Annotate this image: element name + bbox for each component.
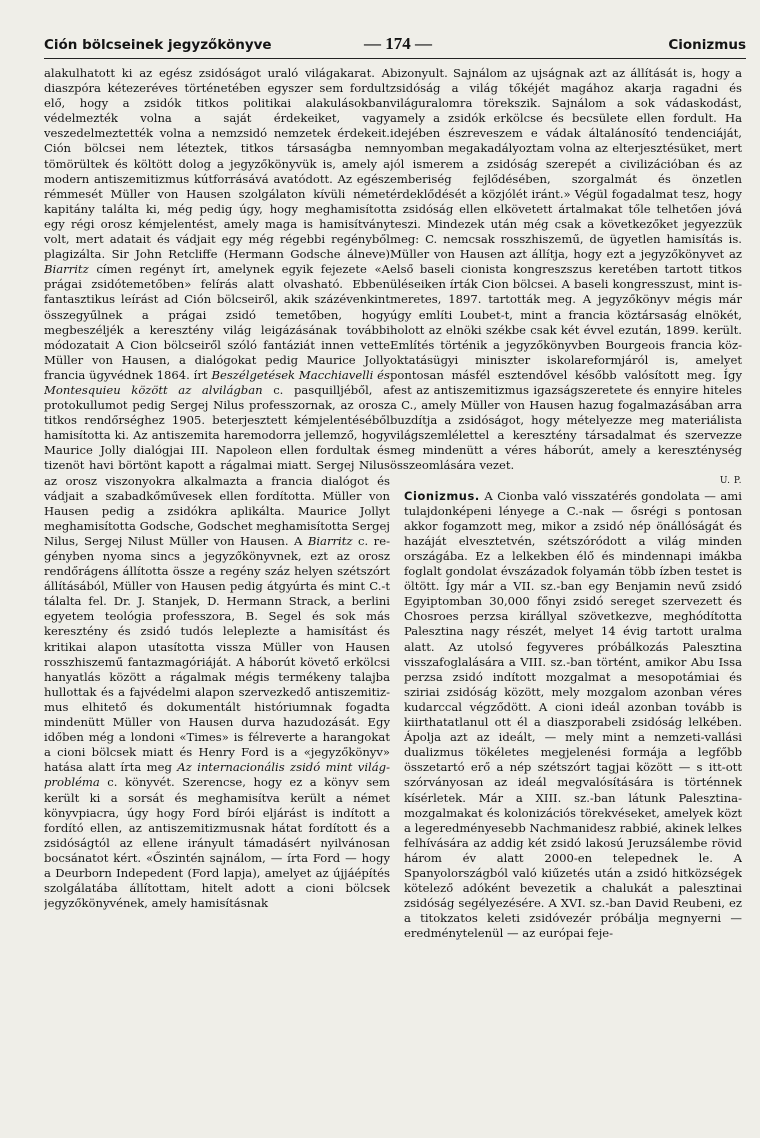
header-book-title: Ción bölcseinek jegyzőkönyve — [44, 37, 272, 53]
italic-title: Biarritz — [44, 262, 89, 277]
right-paragraph: bizonyult. Sajnálom az ujságnak azt az állítását is, hogy a zsidóság a világ tőkéjét magához akarja ragadni és világuralomra törekszik. Sajnálom a sok vádaskodást, amely a zsidók erkölcse és becsülete ellen fordult. Ha idejében észreveszem e vádak általánosító tendenciáját, nyomban megakadályoztam volna az elterjesztésüket, mert jól ismerem a zsidóság szerepét a civilizációban és az emberiség fejlődésében, szorgalmát és önzetlen érdeklődését a közjólét iránt.» Végül fogadalmat tesz, hogy a zsidóság ellen elkövetett ártalmakat tőle telhetően jóvá teszi. Mindezek után még csak a következőket jegyezzük meg: C. nemcsak rosszhiszemű, de ügyetlen hamisítás is. Müller von Hausen azt állítja, hogy ezt a jegyzőkönyvet az első baseli cionista kongreszszus keretében tartott titkos üléseiken írták Cion bölcsei. A baseli kongresszust, mint ismeretes, 1897. tartották meg. A jegyzőkönyv mégis már úgy említi Loubet-t, mint a francia köztársaság elnökét, holott az elnöki székbe csak két évvel ezután, 1899. került. Említés történik a jegyzőkönyvben Bourgeois francia közoktatásügyi miniszter iskolareformjáról is, amelyet pontosan másfél esztendővel később valósított meg. Így fest az antiszemitizmus igazságszeretete és ennyire hiteles a C., amely Müller von Hausen hazug fogalmazásában arra buzdítja a zsidóságot, hogy mételyezze meg materiálista világszemlélettel a keresztény társadalmat és szervezze meg mindenütt a véres háborút, amely a kereszténység összeomlására vezet. — [390, 66, 742, 473]
text-run: A Cionba való visszatérés gondolata — ami tulajdonképeni lényege a C.-nak — ősrégi s pontosan akkor fogamzott meg, mikor a zsidó nép önállóságát és hazáját elvesztetvén, szétszóródott a világ minden országába. Ez a lelkekben élő és mindennapi imákba foglalt gondolat évszázadok folyamán több ízben testet is öltött. Így már a VII. sz.-ban egy Benjamin nevű zsidó Egyiptomban 30,000 főnyi zsidó sereget szervezett és Chosroes perzsa királlyal szövetkezve, meghódította Palesztina nagy részét, melyet 14 évig tartott uralma alatt. Az utolsó fegyveres próbálkozás Palesztina visszafoglalására a VIII. sz.-ban történt, amikor Abu Issa perzsa zsidó indított mozgalmat a mesopotámiai és sziriai zsidóság között, mely mozgalom azonban véres kudarccal végződött. A cioni ideál azonban tovább is kiirthatatlanul ott él a diaszporabeli zsidóság lelkében. Ápolja azt az ideált, — mely mint a nemzeti-vallási dualizmus tökéletes megjelenési formája a legfőbb összetartó erő a nép szétszórt tagjai között — s itt-ott szórványosan az ideál megvalósítására is történnek kísérletek. Már a XIII. sz.-ban látunk Palesztinamozgalmakat és kolonizációs törekvéseket, amelyek közt a legeredményesebb Nachmanidesz rabbié, akinek lelkes felhívására az addig két zsidó lakosú Jeruzsálembe rövid három év alatt 2000-en telepednek le. A Spanyolországból való kiűzetés után a zsidó hitközségek kötelező adóként bevezetik a chalukát a palesztinai zsidóság segélyezésére. A XVI. sz.-ban David Reubeni, ez a titokzatos keleti zsidóvezér próbálja megnyerni — eredménytelenül — az európai feje- — [404, 488, 742, 941]
running-header — [44, 34, 752, 56]
page-number: — 174 — — [364, 34, 432, 53]
text-run: c. regényben nyoma sincs a jegyzőkönyvnek, ezt az orosz rendőrágens állította össze a regény száz helyen szétszórt állításából, Müller von Hausen pedig átgyúrta és mint C.-t tálalta fel. Dr. J. Stanjek, D. Hermann Strack, a berlini egyetem teológia professzora, B. Segel és sok más keresztény és zsidó tudós leleplezte a hamisítást és kritikai alapon utasította vissza Müller von Hausen rosszhiszemű fantazmagóriáját. A háborút követő erkölcsi hanyatlás között a rágalmak mégis termékeny talajba hullottak és a fajvédelmi alapon szervezkedő antiszemitizmus elhitető és dokumentált históriumnak fogadta mindenütt Müller von Hausen durva hazudozását. Egy időben még a londoni «Times» is félreverte a harangokat a cioni bölcsek miatt és Henry Ford is a «jegyzőkönyv» hatása alatt írta meg — [44, 533, 390, 775]
header-rule — [44, 58, 746, 59]
entry-paragraph — [390, 489, 742, 942]
italic-title: Az internacionális zsidó mint világprobléma — [44, 760, 390, 790]
entry-heading: Cionizmus. — [404, 488, 480, 503]
author-signature: U. P. — [719, 475, 742, 486]
text-run: alakulhatott ki az egész zsidóságot uraló világakarat. A diaszpóra kétezeréves történetében egyszer sem fordult elő, hogy a zsidók titkos politikai alakulásokban védelmezték volna a saját érdekeiket, vagy veszedelmeztették volna a nemzsidó nemzetek érdekeit. Ción bölcsei nem léteztek, titkos társaságba nem tömörültek és költött dolog a jegyzőkönyvük is, amely a modern antiszemitizmus kútforrásává avatódott. Az egész rémmesét Müller von Hausen szolgálaton kívüli német kapitány találta ki, még pedig úgy, hogy meghamisított egy régi orosz kémjelentést, amely maga is hamisítvány volt, mert adatait és vádjait egy még régebbi regényből plagizálta. Sir John Retcliffe (Hermann Godsche álneve) — [44, 66, 390, 262]
italic-title: Beszélgetések Macchiavelli és Montesquieu között az alvilágban — [44, 367, 390, 397]
left-paragraph — [44, 66, 390, 911]
header-entry-title: Cionizmus — [668, 37, 746, 53]
text-run: c. pasquilljéből, a protokullumot pedig Sergej Nilus professzornak, az orosz titkos rendőrséghez 1905. beterjesztett kémjelentéséből hamisította ki. Az antiszemita haremodorra jellemző, hogy Maurice Jolly dialógjai III. Napoleon ellen fordultak és tizenöt havi börtönt kapott a rágalmai miatt. Sergej Nilus az orosz viszonyokra alkalmazta a francia dialógot és vádjait a szabadkőművesek ellen fordította. Müller von Hausen pedig a zsidókra aplikálta. Maurice Jollyt meghamisította Godsche, Godschet meghamisította Sergej Nilus, Sergej Nilust Müller von Hausen. A — [44, 382, 390, 548]
right-column — [390, 66, 742, 1126]
italic-title: Biarritz — [307, 533, 353, 548]
text-run: címen regényt írt, amelynek egyik fejezete «A prágai zsidótemetőben» felírás alatt olvasható. Ebben fantasztikus leírást ad Ción bölcseiről, akik százévenkint összegyűlnek a prágai zsidó temetőben, hogy megbeszéljék a keresztény világ leigázásának további módozatait A Cion bölcseiről szóló fantáziát innen vette Müller von Hausen, a dialógokat pedig Maurice Jolly francia ügyvédnek 1864. írt — [44, 262, 390, 382]
left-column — [44, 66, 390, 1126]
text-run: c. könyvét. Szerencse, hogy ez a könyv sem került ki a sorsát és meghamisítva került a német könyvpiacra, úgy hogy Ford bírói eljárást is indított a fordító ellen, az antiszemitizmusnak hátat fordított és a zsidóságtól az ellene irányult támadásért nyilvánosan bocsánatot kért. «Őszintén sajnálom, — írta Ford — hogy a Deurborn Indepedent (Ford lapja), amelyet az újjáépítés szolgálatába állítottam, hitelt adott a cioni bölcsek jegyzőkönyvének, amely hamisításnak — [44, 775, 390, 911]
